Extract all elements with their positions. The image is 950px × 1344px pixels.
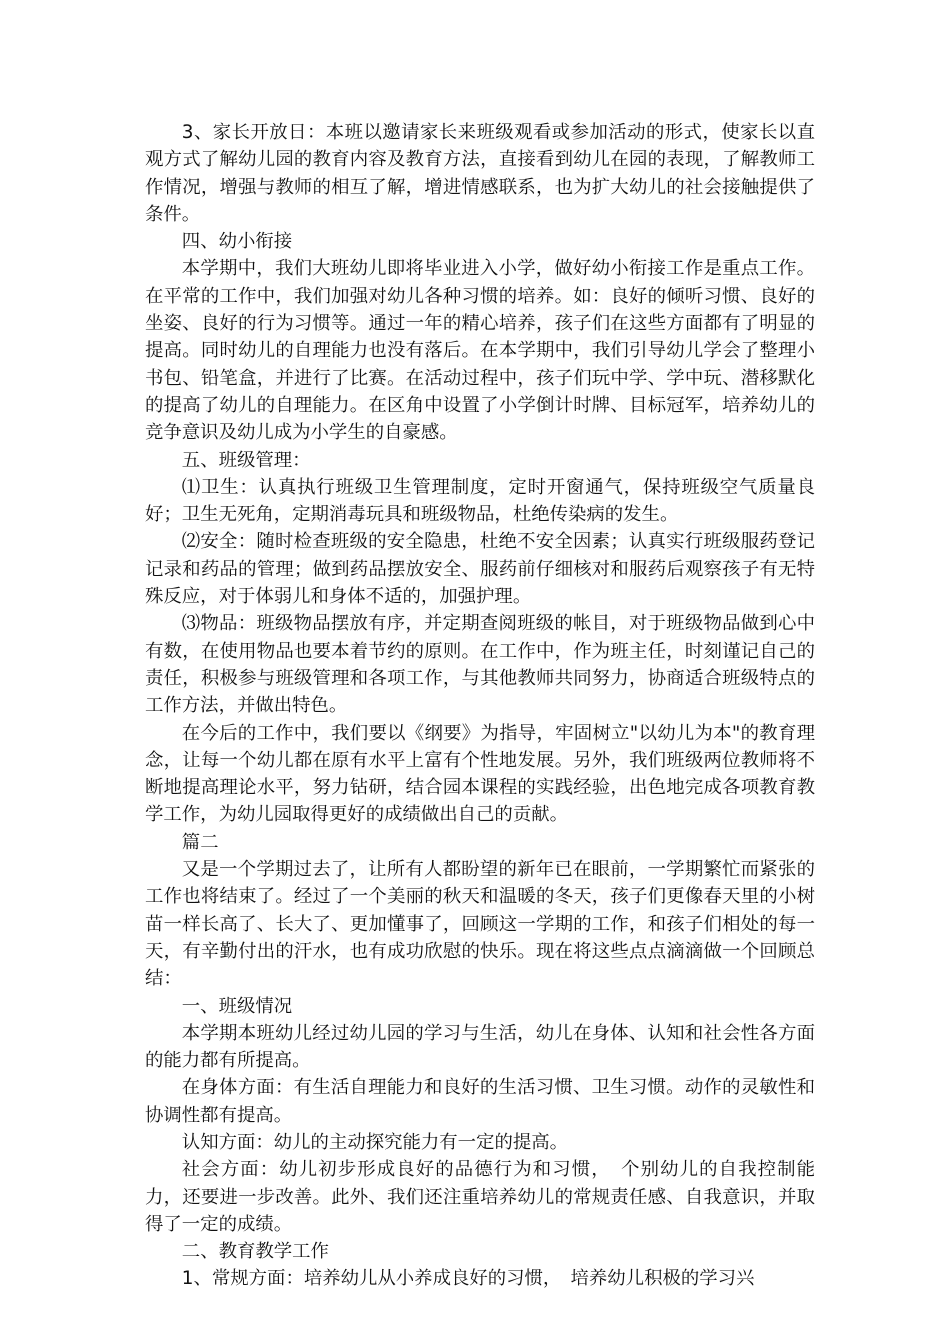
paragraph-cognitive: 认知方面：幼儿的主动探究能力有一定的提高。	[181, 1131, 569, 1153]
paragraph-semester-review: 又是一个学期过去了，让所有人都盼望的新年已在眼前，一学期繁忙而紧张的工作也将结束了。经过了一个美丽的秋天和温暖的冬天，孩子们更像春天里的小树苗一样长高了、长大了、更加懂事了，回顾这一学期的工作，和孩子们相处的每一天，有辛勤付出的汗水，也有成功欣慰的快乐。现在将这些点点滴滴做一个回顾总结：	[145, 859, 815, 990]
heading-class-situation: 一、班级情况	[181, 995, 293, 1017]
paragraph-class-overview: 本学期本班幼儿经过幼儿园的学习与生活，幼儿在身体、认知和社会性各方面的能力都有所提高。	[145, 1022, 815, 1072]
paragraph-parent-open-day: 3、家长开放日：本班以邀请家长来班级观看或参加活动的形式，使家长以直观方式了解幼儿园的教育内容及教育方法，直接看到幼儿在园的表现，了解教师工作情况，增强与教师的相互了解，增进情感联系，也为扩大幼儿的社会接触提供了条件。	[145, 122, 815, 225]
heading-part-two: 篇二	[181, 831, 219, 853]
document-body	[145, 119, 815, 1293]
heading-education-teaching: 二、教育教学工作	[181, 1241, 329, 1263]
paragraph-routine: 1、常规方面：培养幼儿从小养成良好的习惯， 培养幼儿积极的学习兴	[181, 1268, 755, 1290]
paragraph-hygiene: ⑴卫生：认真执行班级卫生管理制度，定时开窗通气，保持班级空气质量良好；卫生无死角，定期消毒玩具和班级物品，杜绝传染病的发生。	[145, 476, 815, 526]
paragraph-social: 社会方面：幼儿初步形成良好的品德行为和习惯， 个别幼儿的自我控制能力，还要进一步改善。此外、我们还注重培养幼儿的常规责任感、自我意识，并取得了一定的成绩。	[145, 1159, 815, 1235]
heading-class-management: 五、班级管理：	[181, 449, 311, 471]
paragraph-safety: ⑵安全：随时检查班级的安全隐患，杜绝不安全因素；认真实行班级服药登记记录和药品的管理；做到药品摆放安全、服药前仔细核对和服药后观察孩子有无特殊反应，对于体弱儿和身体不适的，加强护理。	[145, 531, 815, 608]
paragraph-physical: 在身体方面：有生活自理能力和良好的生活习惯、卫生习惯。动作的灵敏性和协调性都有提高。	[145, 1077, 815, 1126]
paragraph-transition-work: 本学期中，我们大班幼儿即将毕业进入小学，做好幼小衔接工作是重点工作。在平常的工作中，我们加强对幼儿各种习惯的培养。如：良好的倾听习惯、良好的坐姿、良好的行为习惯等。通过一年的精心培养，孩子们在这些方面都有了明显的提高。同时幼儿的自理能力也没有落后。在本学期中，我们引导幼儿学会了整理小书包、铅笔盒，并进行了比赛。在活动过程中，孩子们玩中学、学中玩、潜移默化的提高了幼儿的自理能力。在区角中设置了小学倒计时牌、目标冠军，培养幼儿的竞争意识及幼儿成为小学生的自豪感。	[145, 258, 815, 444]
heading-kindergarten-primary-transition: 四、幼小衔接	[181, 231, 293, 253]
paragraph-supplies: ⑶物品：班级物品摆放有序，并定期查阅班级的帐目，对于班级物品做到心中有数，在使用物品也要本着节约的原则。在工作中，作为班主任，时刻谨记自己的责任，积极参与班级管理和各项工作，与其他教师共同努力，协商适合班级特点的工作方法，并做出特色。	[145, 613, 815, 717]
paragraph-future-work: 在今后的工作中，我们要以《纲要》为指导，牢固树立"以幼儿为本"的教育理念，让每一个幼儿都在原有水平上富有个性地发展。另外，我们班级两位教师将不断地提高理论水平，努力钻研，结合园本课程的实践经验，出色地完成各项教育教学工作，为幼儿园取得更好的成绩做出自己的贡献。	[145, 722, 815, 826]
